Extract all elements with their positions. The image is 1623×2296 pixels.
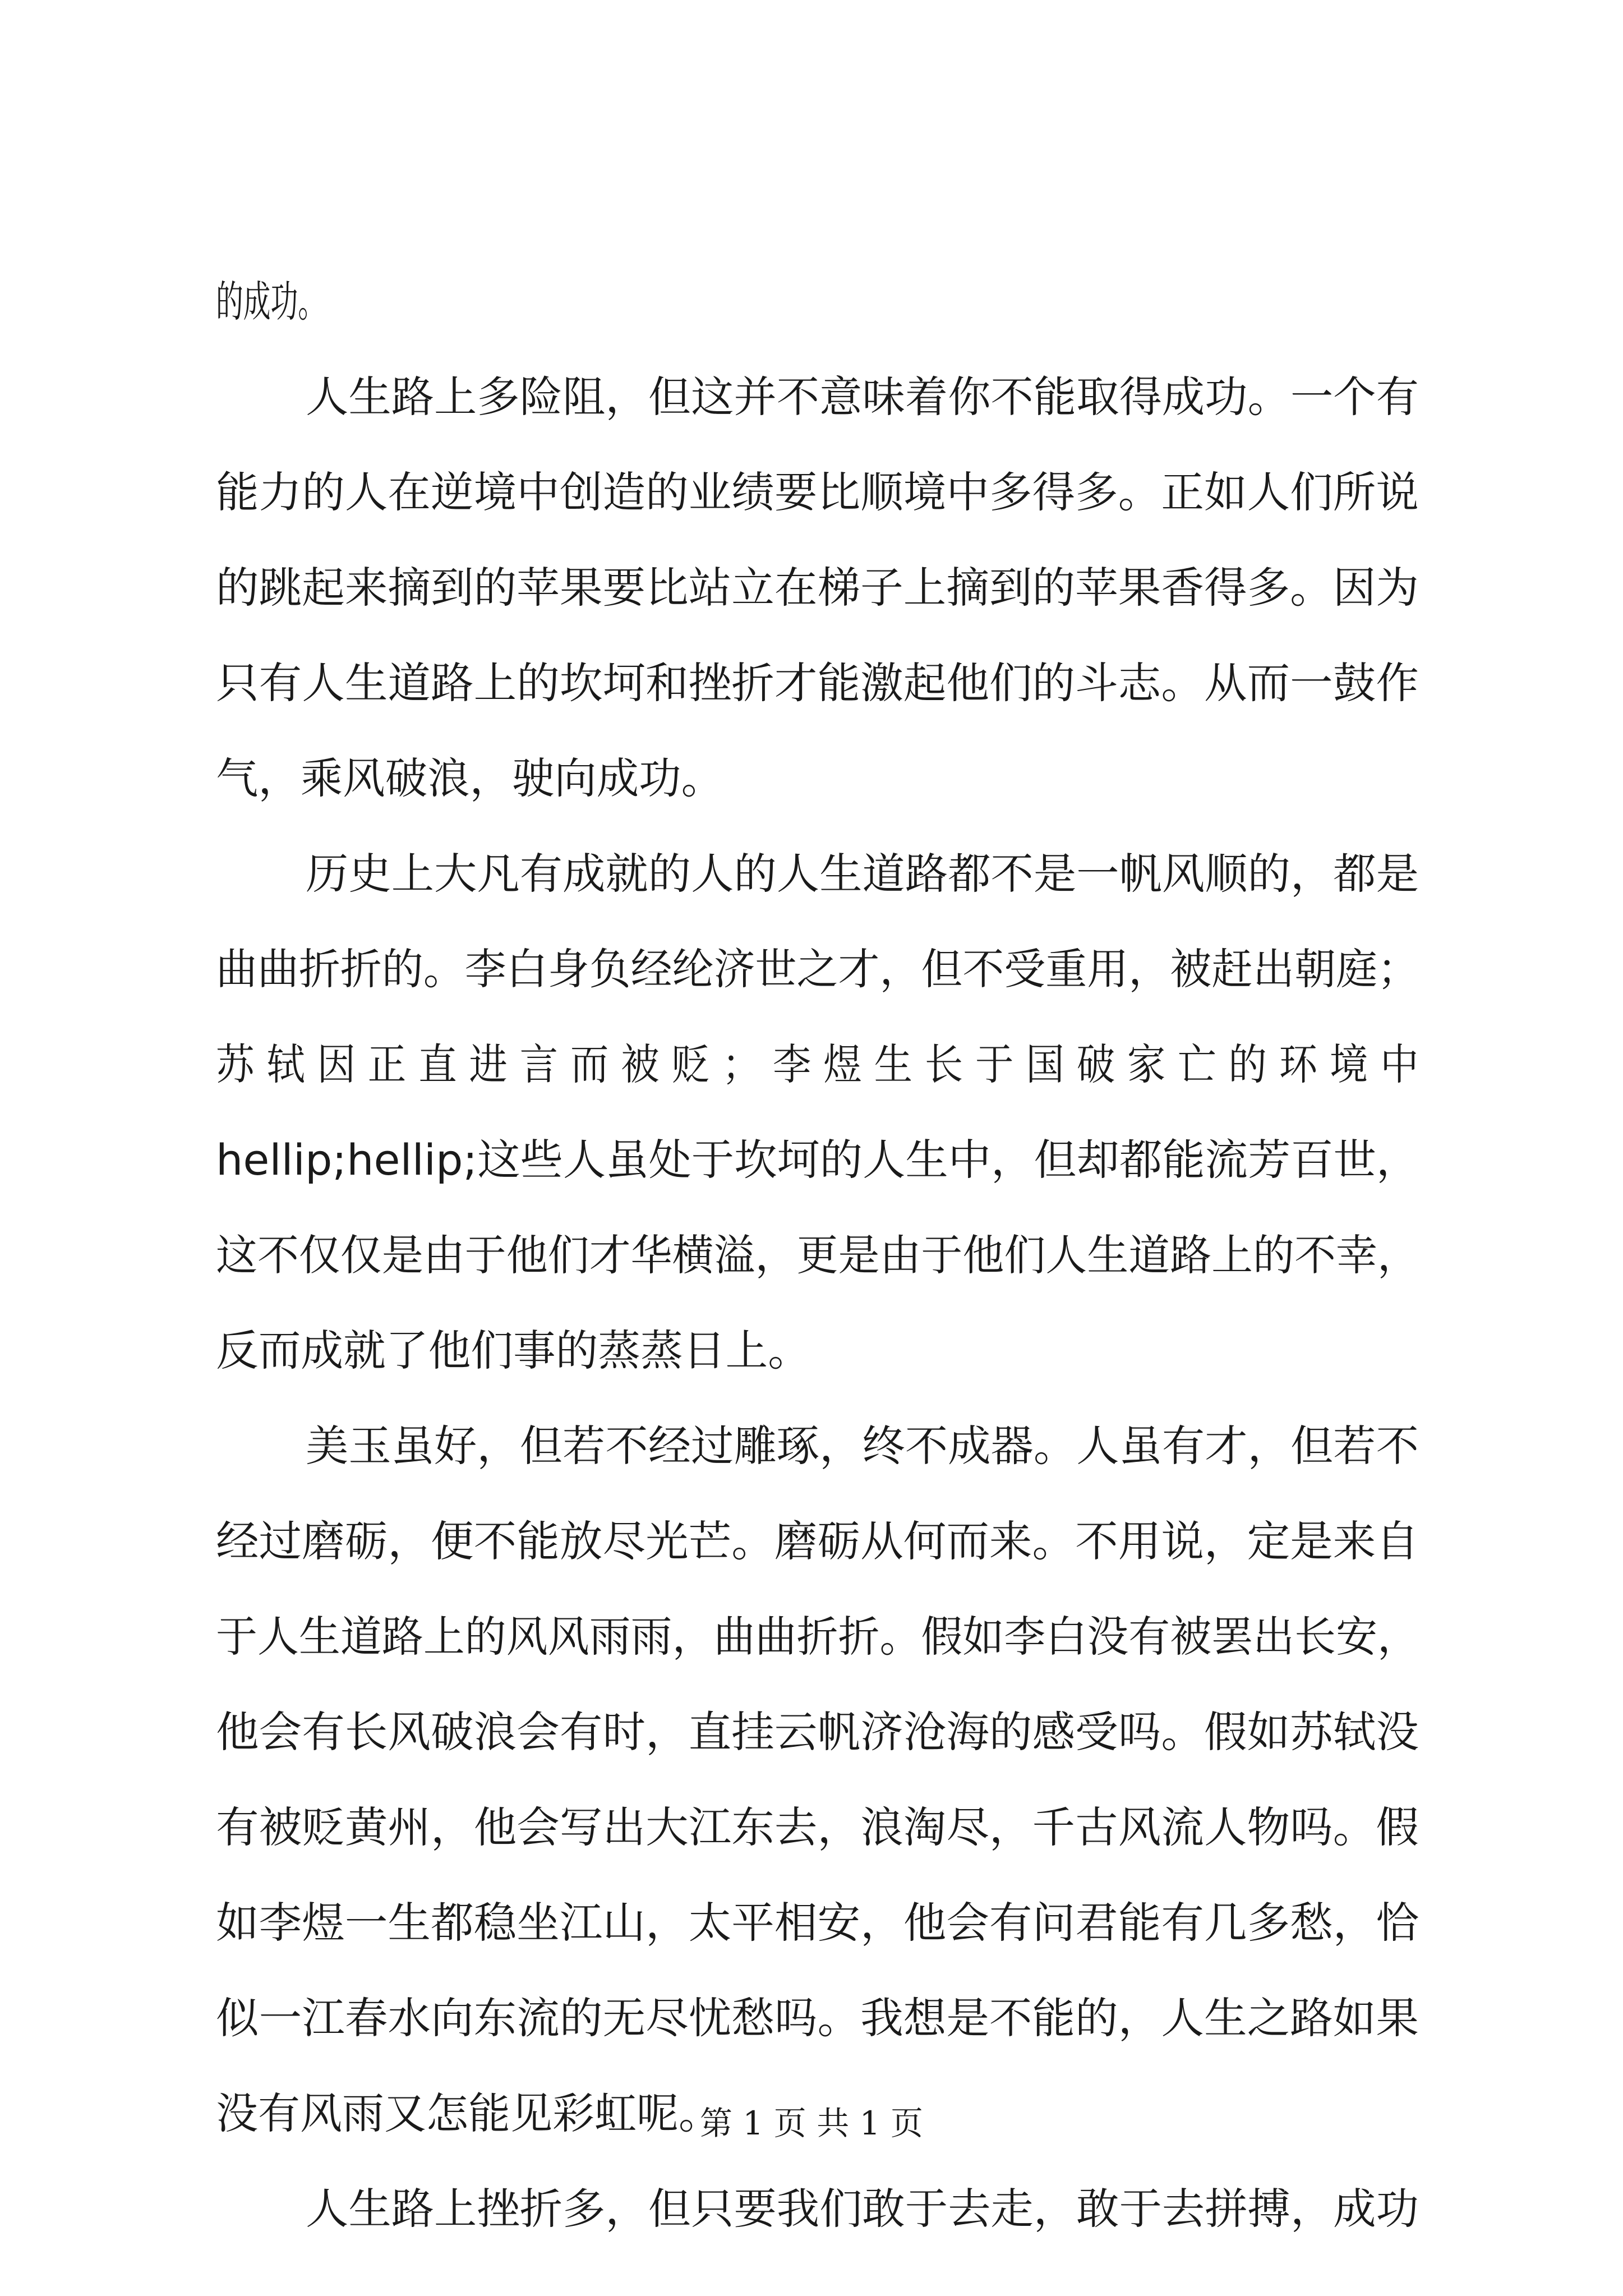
text-line: 有被贬黄州，他会写出大江东去，浪淘尽，千古风流人物吗。假 (216, 1802, 1419, 1852)
text-line: hellip;hellip;这些人虽处于坎坷的人生中，但却都能流芳百世， (216, 1135, 1419, 1185)
text-line: 没有风雨又怎能见彩虹呢。 (216, 2088, 721, 2138)
text-line: 历史上大凡有成就的人的人生道路都不是一帆风顺的，都是 (306, 849, 1419, 899)
text-line: 经过磨砺，便不能放尽光芒。磨砺从何而来。不用说，定是来自 (216, 1516, 1419, 1566)
text-line: 如李煜一生都稳坐江山，太平相安，他会有问君能有几多愁，恰 (216, 1898, 1419, 1948)
text-line: 他会有长风破浪会有时，直挂云帆济沧海的感受吗。假如苏轼没 (216, 1707, 1419, 1757)
text-line: 曲曲折折的。李白身负经纶济世之才，但不受重用，被赶出朝庭； (216, 944, 1419, 994)
text-line: 似一江春水向东流的无尽忧愁吗。我想是不能的，人生之路如果 (216, 1993, 1419, 2043)
text-line: 反而成就了他们事的蒸蒸日上。 (216, 1326, 810, 1375)
text-line: 人生路上挫折多，但只要我们敢于去走，敢于去拼搏，成功 (306, 2184, 1419, 2234)
page-footer: 第 1 页 共 1 页 (700, 2104, 923, 2142)
text-line: 苏 轼 因 正 直 进 言 而 被 贬 ； 李 煜 生 长 于 国 破 家 亡 的 环 境 中 (216, 1039, 1419, 1089)
text-line: 能力的人在逆境中创造的业绩要比顺境中多得多。正如人们所说 (216, 467, 1419, 517)
text-line: 人生路上多险阻，但这并不意味着你不能取得成功。一个有 (306, 372, 1419, 422)
text-line: 于人生道路上的风风雨雨，曲曲折折。假如李白没有被罢出长安， (216, 1612, 1419, 1662)
text-line: 美玉虽好，但若不经过雕琢，终不成器。人虽有才，但若不 (306, 1421, 1419, 1471)
text-line: 的跳起来摘到的苹果要比站立在梯子上摘到的苹果香得多。因为 (216, 563, 1419, 613)
text-line: 只有人生道路上的坎坷和挫折才能激起他们的斗志。从而一鼓作 (216, 658, 1419, 708)
text-line: 的成功。 (216, 277, 325, 326)
text-line: 气，乘风破浪，驶向成功。 (216, 753, 723, 803)
text-line: 这不仅仅是由于他们才华横溢，更是由于他们人生道路上的不幸， (216, 1230, 1419, 1280)
